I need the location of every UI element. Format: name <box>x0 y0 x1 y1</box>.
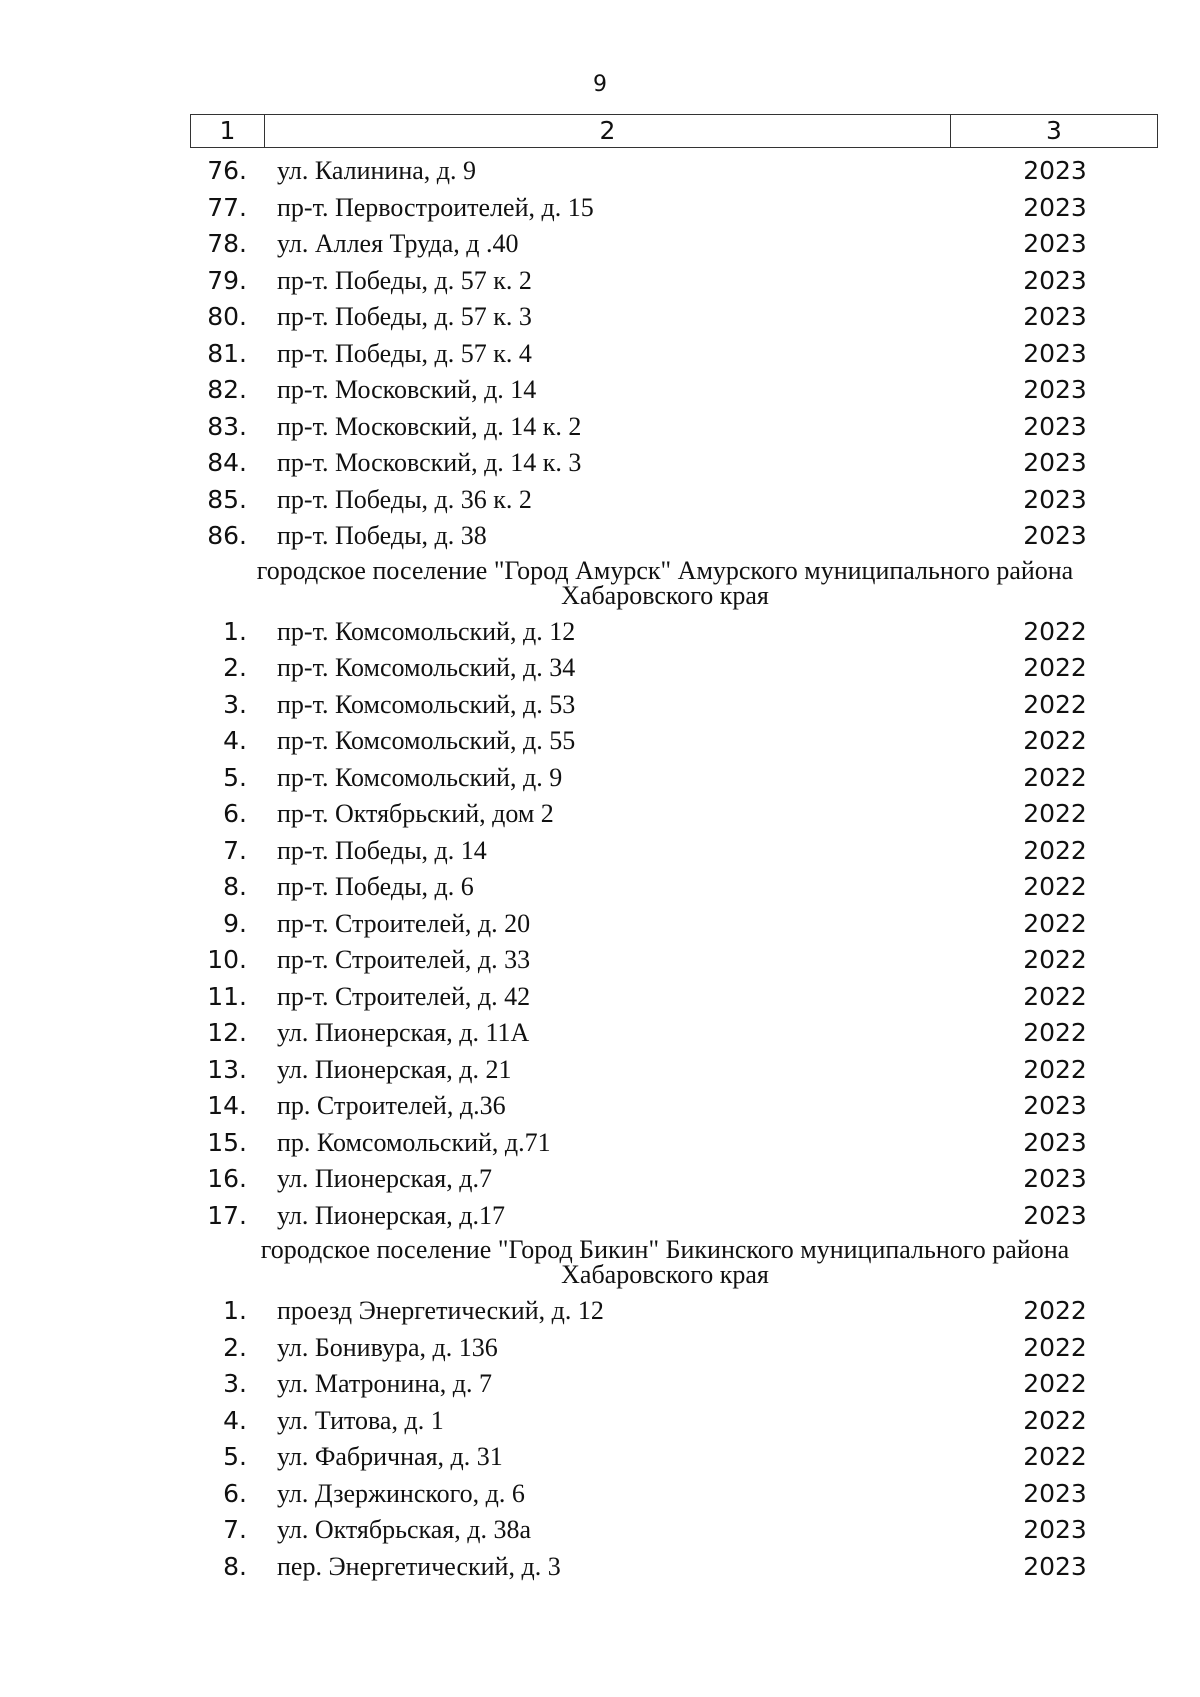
row-number: 80. <box>207 302 247 331</box>
row-number: 9. <box>223 908 247 938</box>
row-address: пр-т. Комсомольский, д. 34 <box>277 653 576 682</box>
row-year: 2023 <box>1023 1164 1087 1193</box>
row-address: пр-т. Московский, д. 14 к. 3 <box>277 448 582 477</box>
row-year: 2023 <box>1023 1200 1087 1230</box>
table-row <box>0 906 1200 943</box>
row-year: 2022 <box>1023 1442 1087 1471</box>
table-row <box>0 1366 1200 1403</box>
table-row <box>0 1549 1200 1586</box>
row-year: 2022 <box>1023 689 1087 719</box>
row-address: пр-т. Строителей, д. 33 <box>277 945 531 974</box>
section-heading-line: городское поселение "Город Бикин" Бикинского муниципального района <box>260 1235 1070 1264</box>
row-address: пр-т. Победы, д. 57 к. 4 <box>277 338 532 368</box>
row-number: 81. <box>207 338 247 368</box>
header-col-address: 2 <box>265 115 951 147</box>
table-body <box>0 153 1200 1585</box>
table-row <box>0 1403 1200 1440</box>
table-row <box>0 1476 1200 1513</box>
row-number: 8. <box>223 872 247 901</box>
row-address: ул. Дзержинского, д. 6 <box>277 1478 525 1508</box>
rows-bikin <box>0 1293 1200 1585</box>
row-address: пр-т. Октябрьский, дом 2 <box>277 799 554 828</box>
table-row <box>0 1198 1200 1235</box>
row-address: пр-т. Комсомольский, д. 53 <box>277 689 576 719</box>
row-year: 2023 <box>1023 1478 1087 1508</box>
row-address: ул. Пионерская, д.7 <box>277 1164 492 1193</box>
table-row <box>0 833 1200 870</box>
table-row <box>0 1330 1200 1367</box>
row-number: 76. <box>207 156 247 185</box>
row-year: 2022 <box>1023 799 1087 828</box>
table-row <box>0 1439 1200 1476</box>
rows-amursk <box>0 614 1200 1235</box>
row-address: пр-т. Комсомольский, д. 55 <box>277 726 576 755</box>
row-year: 2022 <box>1023 1054 1087 1084</box>
row-address: пр-т. Московский, д. 14 к. 2 <box>277 411 582 441</box>
row-year: 2023 <box>1023 156 1087 185</box>
row-number: 2. <box>223 653 247 682</box>
row-address: ул. Калинина, д. 9 <box>277 156 476 185</box>
page-number: 9 <box>593 72 607 97</box>
row-address: проезд Энергетический, д. 12 <box>277 1296 604 1325</box>
row-year: 2022 <box>1023 1296 1087 1325</box>
row-address: ул. Пионерская, д. 11А <box>277 1018 530 1047</box>
row-address: пр. Строителей, д.36 <box>277 1091 506 1120</box>
row-number: 83. <box>207 411 247 441</box>
row-address: пр-т. Победы, д. 57 к. 3 <box>277 302 532 331</box>
section-heading-bikin <box>0 1234 1130 1293</box>
row-year: 2022 <box>1023 1332 1087 1362</box>
row-number: 10. <box>207 945 247 974</box>
table-row <box>0 1015 1200 1052</box>
table-row <box>0 190 1200 227</box>
section-heading-amursk <box>0 555 1130 614</box>
row-year: 2023 <box>1023 302 1087 331</box>
row-number: 15. <box>207 1127 247 1157</box>
row-year: 2022 <box>1023 1405 1087 1435</box>
section-heading-line: городское поселение "Город Амурск" Амурского муниципального района <box>256 555 1074 585</box>
row-address: ул. Фабричная, д. 31 <box>277 1442 503 1471</box>
table-row <box>0 723 1200 760</box>
table-row <box>0 942 1200 979</box>
row-number: 8. <box>223 1551 247 1581</box>
row-number: 6. <box>223 799 247 828</box>
row-year: 2023 <box>1023 1127 1087 1157</box>
table-row <box>0 1512 1200 1549</box>
row-number: 4. <box>223 1405 247 1435</box>
row-number: 3. <box>223 689 247 719</box>
row-address: ул. Бонивура, д. 136 <box>277 1332 498 1362</box>
row-year: 2023 <box>1023 1515 1087 1544</box>
row-year: 2023 <box>1023 411 1087 441</box>
table-row <box>0 372 1200 409</box>
row-year: 2023 <box>1023 229 1087 258</box>
row-address: пр-т. Победы, д. 14 <box>277 835 487 865</box>
row-number: 2. <box>223 1332 247 1362</box>
row-number: 79. <box>207 265 247 295</box>
row-number: 5. <box>223 1442 247 1471</box>
row-number: 16. <box>207 1164 247 1193</box>
row-number: 4. <box>223 726 247 755</box>
table-row <box>0 760 1200 797</box>
table-row <box>0 796 1200 833</box>
row-year: 2023 <box>1023 265 1087 295</box>
table-row <box>0 1125 1200 1162</box>
table-row <box>0 336 1200 373</box>
row-number: 17. <box>207 1200 247 1230</box>
row-address: ул. Пионерская, д.17 <box>277 1200 505 1230</box>
row-number: 1. <box>223 1296 247 1325</box>
table-row <box>0 614 1200 651</box>
row-address: ул. Титова, д. 1 <box>277 1405 444 1435</box>
row-year: 2022 <box>1023 908 1087 938</box>
row-address: ул. Октябрьская, д. 38а <box>277 1515 532 1544</box>
table-row <box>0 1052 1200 1089</box>
row-address: пр-т. Победы, д. 6 <box>277 872 474 901</box>
row-year: 2023 <box>1023 1551 1087 1581</box>
row-year: 2023 <box>1023 484 1087 514</box>
row-number: 78. <box>207 229 247 258</box>
table-row <box>0 979 1200 1016</box>
row-address: пр-т. Победы, д. 36 к. 2 <box>277 484 532 514</box>
row-number: 82. <box>207 375 247 404</box>
row-number: 13. <box>207 1054 247 1084</box>
row-address: пр. Комсомольский, д.71 <box>277 1127 551 1157</box>
row-number: 12. <box>207 1018 247 1047</box>
row-year: 2023 <box>1023 1091 1087 1120</box>
row-address: пр-т. Строителей, д. 42 <box>277 981 531 1011</box>
row-number: 7. <box>223 1515 247 1544</box>
rows-continued <box>0 153 1200 555</box>
table-row <box>0 687 1200 724</box>
row-year: 2022 <box>1023 616 1087 646</box>
row-year: 2022 <box>1023 945 1087 974</box>
row-address: пр-т. Комсомольский, д. 12 <box>277 616 576 646</box>
table-header <box>190 114 1158 148</box>
row-number: 6. <box>223 1478 247 1508</box>
table-row <box>0 299 1200 336</box>
row-number: 5. <box>223 762 247 792</box>
row-number: 7. <box>223 835 247 865</box>
section-heading-line: Хабаровского края <box>561 1260 769 1289</box>
table-row <box>0 226 1200 263</box>
row-year: 2022 <box>1023 726 1087 755</box>
row-year: 2022 <box>1023 872 1087 901</box>
row-address: ул. Матронина, д. 7 <box>277 1369 493 1398</box>
row-year: 2022 <box>1023 653 1087 682</box>
row-address: пр-т. Комсомольский, д. 9 <box>277 762 563 792</box>
row-address: пр-т. Строителей, д. 20 <box>277 908 531 938</box>
table-row <box>0 1293 1200 1330</box>
row-address: пер. Энергетический, д. 3 <box>277 1551 561 1581</box>
table-row <box>0 1161 1200 1198</box>
table-row <box>0 650 1200 687</box>
row-number: 84. <box>207 448 247 477</box>
row-year: 2022 <box>1023 762 1087 792</box>
row-year: 2023 <box>1023 448 1087 477</box>
row-year: 2023 <box>1023 338 1087 368</box>
table-row <box>0 153 1200 190</box>
row-year: 2022 <box>1023 835 1087 865</box>
row-address: пр-т. Победы, д. 57 к. 2 <box>277 265 532 295</box>
header-col-year: 3 <box>1046 116 1062 145</box>
row-address: пр-т. Московский, д. 14 <box>277 375 537 404</box>
row-address: пр-т. Победы, д. 38 <box>277 521 487 550</box>
row-address: ул. Аллея Труда, д .40 <box>277 229 519 258</box>
table-row <box>0 1088 1200 1125</box>
header-col-number: 1 <box>191 115 265 147</box>
row-number: 77. <box>207 192 247 222</box>
section-heading-line: Хабаровского края <box>561 580 769 610</box>
row-year: 2022 <box>1023 1369 1087 1398</box>
table-row <box>0 263 1200 300</box>
row-address: ул. Пионерская, д. 21 <box>277 1054 512 1084</box>
row-number: 85. <box>207 484 247 514</box>
table-row <box>0 445 1200 482</box>
row-number: 1. <box>223 616 247 646</box>
row-year: 2022 <box>1023 1018 1087 1047</box>
row-address: пр-т. Первостроителей, д. 15 <box>277 192 594 222</box>
row-number: 11. <box>207 981 247 1011</box>
table-row <box>0 869 1200 906</box>
table-row <box>0 409 1200 446</box>
table-row <box>0 518 1200 555</box>
table-row <box>0 482 1200 519</box>
row-number: 86. <box>207 521 247 550</box>
row-year: 2023 <box>1023 521 1087 550</box>
row-number: 3. <box>223 1369 247 1398</box>
row-year: 2023 <box>1023 192 1087 222</box>
row-year: 2022 <box>1023 981 1087 1011</box>
row-year: 2023 <box>1023 375 1087 404</box>
row-number: 14. <box>207 1091 247 1120</box>
